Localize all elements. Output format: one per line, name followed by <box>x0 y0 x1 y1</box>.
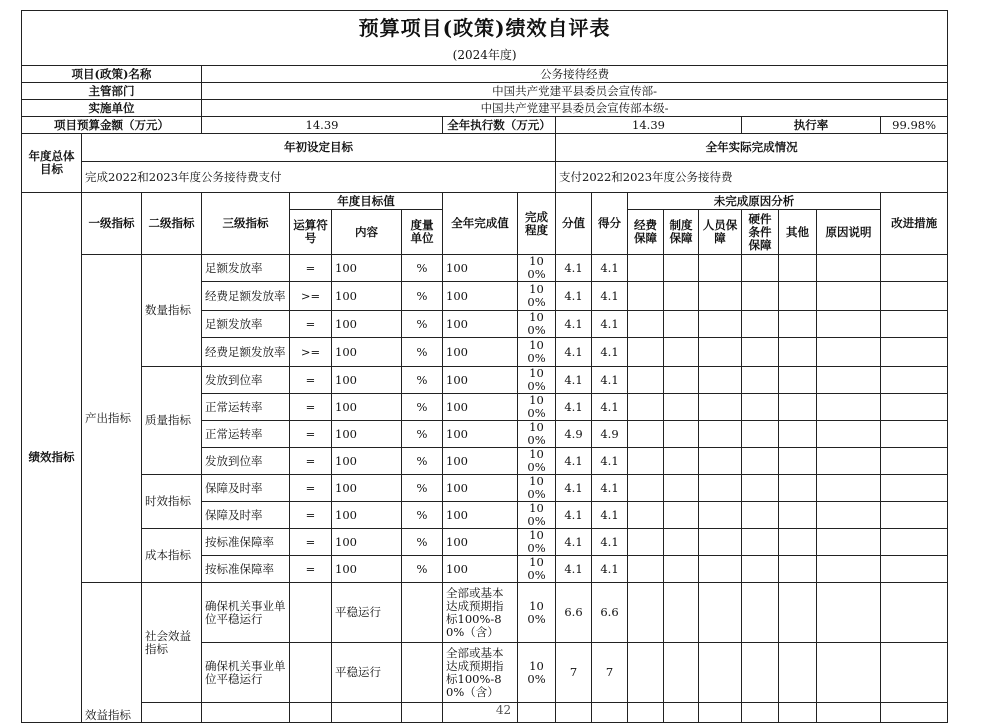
cell-degree: 100% <box>518 583 556 643</box>
cell-content: 100 <box>332 394 402 421</box>
cell-got: 4.1 <box>592 502 628 529</box>
cell-actual: 100 <box>443 475 518 502</box>
cell-got: 4.1 <box>592 367 628 394</box>
budget-value: 14.39 <box>202 117 443 134</box>
cell-unit: % <box>402 282 443 311</box>
group-quantity: 数量指标 <box>142 255 202 367</box>
annual-goal-label: 年度总体目标 <box>22 134 82 193</box>
exec-label: 全年执行数（万元） <box>443 117 556 134</box>
header-r2: 制度保障 <box>664 210 699 255</box>
cell-content: 100 <box>332 556 402 583</box>
group-time: 时效指标 <box>142 475 202 529</box>
cell-got: 4.1 <box>592 448 628 475</box>
header-r5: 其他 <box>779 210 817 255</box>
header-l2: 二级指标 <box>142 193 202 255</box>
project-name-value: 公务接待经费 <box>202 66 948 83</box>
cell-degree: 100% <box>518 502 556 529</box>
cell-degree: 100% <box>518 475 556 502</box>
cell-l3: 经费足额发放率 <box>202 282 290 311</box>
cell-content: 平稳运行 <box>332 643 402 703</box>
cell-op: = <box>290 502 332 529</box>
group-quality: 质量指标 <box>142 367 202 475</box>
cell-content: 100 <box>332 338 402 367</box>
cell-actual: 100 <box>443 338 518 367</box>
cell-op <box>290 583 332 643</box>
cell-degree: 100% <box>518 556 556 583</box>
header-l3: 三级指标 <box>202 193 290 255</box>
cell-unit: % <box>402 448 443 475</box>
cell-degree: 100% <box>518 338 556 367</box>
header-r1: 经费保障 <box>628 210 664 255</box>
cell-actual: 100 <box>443 502 518 529</box>
cell-degree: 100% <box>518 311 556 338</box>
cell-score: 4.1 <box>556 475 592 502</box>
cell-unit: % <box>402 367 443 394</box>
header-r3: 人员保障 <box>699 210 742 255</box>
initial-goal-label: 年初设定目标 <box>82 134 556 162</box>
cell-op <box>290 643 332 703</box>
cell-degree: 100% <box>518 643 556 703</box>
cell-degree: 100% <box>518 529 556 556</box>
header-content: 内容 <box>332 210 402 255</box>
cell-content: 100 <box>332 421 402 448</box>
cell-op: >= <box>290 282 332 311</box>
cell-score: 4.1 <box>556 311 592 338</box>
cell-actual: 全部或基本达成预期指标100%-80%（含） <box>443 583 518 643</box>
group-benefit: 效益指标 <box>82 583 142 723</box>
cell-got: 4.1 <box>592 311 628 338</box>
table-row <box>22 255 948 282</box>
cell-unit: % <box>402 529 443 556</box>
cell-unit: % <box>402 556 443 583</box>
cell-got: 4.1 <box>592 255 628 282</box>
cell-score: 4.1 <box>556 338 592 367</box>
cell-l3: 确保机关事业单位平稳运行 <box>202 583 290 643</box>
actual-goal-text: 支付2022和2023年度公务接待费 <box>556 162 948 193</box>
cell-unit: % <box>402 255 443 282</box>
header-actual: 全年完成值 <box>443 193 518 255</box>
cell-score: 6.6 <box>556 583 592 643</box>
cell-degree: 100% <box>518 282 556 311</box>
cell-score: 4.1 <box>556 448 592 475</box>
cell-unit: % <box>402 502 443 529</box>
cell-content: 100 <box>332 367 402 394</box>
cell-op: = <box>290 529 332 556</box>
cell-score: 4.1 <box>556 394 592 421</box>
cell-actual: 100 <box>443 367 518 394</box>
header-improve: 改进措施 <box>881 193 948 255</box>
cell-actual: 100 <box>443 556 518 583</box>
cell-l3: 发放到位率 <box>202 367 290 394</box>
cell-score: 4.1 <box>556 367 592 394</box>
cell-content: 100 <box>332 502 402 529</box>
group-cost: 成本指标 <box>142 529 202 583</box>
cell-got: 4.1 <box>592 338 628 367</box>
cell-got: 4.1 <box>592 556 628 583</box>
cell-l3: 按标准保障率 <box>202 529 290 556</box>
exec-value: 14.39 <box>556 117 742 134</box>
cell-score: 7 <box>556 643 592 703</box>
cell-op: = <box>290 394 332 421</box>
cell-score: 4.1 <box>556 502 592 529</box>
cell-content: 100 <box>332 311 402 338</box>
cell-degree: 100% <box>518 255 556 282</box>
cell-op: = <box>290 311 332 338</box>
cell-actual: 100 <box>443 529 518 556</box>
header-r6: 原因说明 <box>817 210 881 255</box>
actual-goal-label: 全年实际完成情况 <box>556 134 948 162</box>
header-got: 得分 <box>592 193 628 255</box>
header-unit: 度量单位 <box>402 210 443 255</box>
cell-l3: 足额发放率 <box>202 311 290 338</box>
cell-op: = <box>290 475 332 502</box>
cell-got: 4.1 <box>592 529 628 556</box>
cell-degree: 100% <box>518 421 556 448</box>
header-l1: 一级指标 <box>82 193 142 255</box>
cell-got: 4.1 <box>592 475 628 502</box>
perf-indicator-label: 绩效指标 <box>22 193 82 723</box>
cell-got: 4.1 <box>592 394 628 421</box>
cell-op: = <box>290 255 332 282</box>
cell-content: 100 <box>332 448 402 475</box>
cell-degree: 100% <box>518 448 556 475</box>
table-year: (2024年度) <box>22 45 948 66</box>
table-row <box>22 583 948 643</box>
cell-degree: 100% <box>518 394 556 421</box>
unit-value: 中国共产党建平县委员会宣传部本级- <box>202 100 948 117</box>
cell-l3: 足额发放率 <box>202 255 290 282</box>
cell-degree: 100% <box>518 367 556 394</box>
evaluation-table <box>21 10 948 723</box>
header-op: 运算符号 <box>290 210 332 255</box>
cell-actual: 100 <box>443 448 518 475</box>
cell-l3: 正常运转率 <box>202 394 290 421</box>
cell-got: 7 <box>592 643 628 703</box>
cell-op: = <box>290 556 332 583</box>
table-row <box>22 475 948 502</box>
dept-value: 中国共产党建平县委员会宣传部- <box>202 83 948 100</box>
cell-l3: 正常运转率 <box>202 421 290 448</box>
cell-got: 4.9 <box>592 421 628 448</box>
cell-op: = <box>290 421 332 448</box>
table-row <box>22 529 948 556</box>
cell-actual: 100 <box>443 421 518 448</box>
cell-l3: 按标准保障率 <box>202 556 290 583</box>
cell-unit: % <box>402 394 443 421</box>
cell-content: 100 <box>332 475 402 502</box>
cell-unit <box>402 643 443 703</box>
cell-op: = <box>290 448 332 475</box>
cell-content: 100 <box>332 529 402 556</box>
table-row <box>22 367 948 394</box>
header-score: 分值 <box>556 193 592 255</box>
cell-content: 100 <box>332 282 402 311</box>
budget-label: 项目预算金额（万元） <box>22 117 202 134</box>
cell-l3: 发放到位率 <box>202 448 290 475</box>
cell-unit: % <box>402 311 443 338</box>
cell-unit: % <box>402 421 443 448</box>
rate-value: 99.98% <box>881 117 948 134</box>
cell-got: 6.6 <box>592 583 628 643</box>
cell-content: 100 <box>332 255 402 282</box>
cell-actual: 100 <box>443 394 518 421</box>
cell-l3: 经费足额发放率 <box>202 338 290 367</box>
cell-got: 4.1 <box>592 282 628 311</box>
cell-op: = <box>290 367 332 394</box>
group-social: 社会效益指标 <box>142 583 202 703</box>
cell-unit: % <box>402 338 443 367</box>
table-title: 预算项目(政策)绩效自评表 <box>22 11 948 46</box>
project-name-label: 项目(政策)名称 <box>22 66 202 83</box>
cell-score: 4.1 <box>556 282 592 311</box>
cell-score: 4.1 <box>556 255 592 282</box>
cell-content: 平稳运行 <box>332 583 402 643</box>
cell-score: 4.1 <box>556 556 592 583</box>
cell-actual: 全部或基本达成预期指标100%-80%（含） <box>443 643 518 703</box>
cell-score: 4.1 <box>556 529 592 556</box>
page-number: 42 <box>495 703 512 717</box>
cell-unit <box>402 583 443 643</box>
rate-label: 执行率 <box>742 117 881 134</box>
initial-goal-text: 完成2022和2023年度公务接待费支付 <box>82 162 556 193</box>
header-reasons: 未完成原因分析 <box>628 193 881 210</box>
cell-unit: % <box>402 475 443 502</box>
dept-label: 主管部门 <box>22 83 202 100</box>
cell-actual: 100 <box>443 282 518 311</box>
cell-l3: 保障及时率 <box>202 502 290 529</box>
header-degree: 完成程度 <box>518 193 556 255</box>
cell-actual: 100 <box>443 255 518 282</box>
header-target: 年度目标值 <box>290 193 443 210</box>
cell-l3: 保障及时率 <box>202 475 290 502</box>
group-output: 产出指标 <box>82 255 142 583</box>
cell-score: 4.9 <box>556 421 592 448</box>
header-r4: 硬件条件保障 <box>742 210 779 255</box>
unit-label: 实施单位 <box>22 100 202 117</box>
cell-actual: 100 <box>443 311 518 338</box>
cell-op: >= <box>290 338 332 367</box>
cell-l3: 确保机关事业单位平稳运行 <box>202 643 290 703</box>
